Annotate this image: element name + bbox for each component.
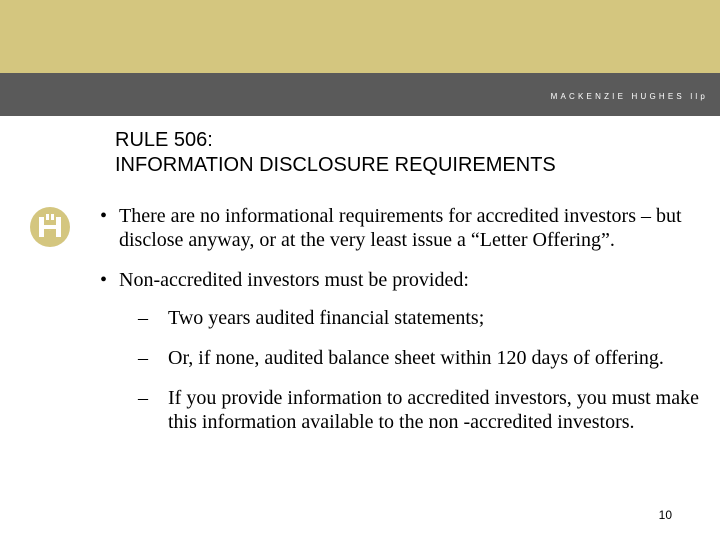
sub-bullet-text: Or, if none, audited balance sheet within 120 days of offering. [168, 347, 664, 369]
slide-content [100, 204, 700, 450]
firm-name: MACKENZIE HUGHES llp [550, 92, 708, 101]
sub-bullet-text: Two years audited financial statements; [168, 307, 485, 329]
sub-bullet-item [100, 346, 700, 370]
firm-logo-icon [29, 206, 71, 248]
page-number: 10 [658, 508, 672, 522]
bullet-item [100, 204, 700, 252]
bullet-marker: • [100, 269, 108, 291]
bullet-item [100, 268, 700, 292]
header-top-band [0, 0, 720, 73]
bullet-marker: • [100, 205, 108, 227]
bullet-text: There are no informational requirements for accredited investors – but disclose anyway, or at the very least issue a “Letter Offering”. [119, 205, 682, 251]
sub-bullet-marker: – [138, 387, 148, 409]
sub-bullet-marker: – [138, 307, 148, 329]
slide-title-line1: RULE 506: [115, 129, 213, 151]
bullet-text: Non-accredited investors must be provided: [119, 269, 469, 291]
sub-bullet-item [100, 306, 700, 330]
logo-letter: H [49, 231, 51, 232]
sub-bullet-marker: – [138, 347, 148, 369]
slide-title [115, 128, 556, 178]
sub-bullet-text: If you provide information to accredited investors, you must make this information available to the non -accredited investors. [168, 387, 699, 433]
slide-title-line2: INFORMATION DISCLOSURE REQUIREMENTS [115, 154, 556, 176]
sub-bullet-item [100, 386, 700, 434]
